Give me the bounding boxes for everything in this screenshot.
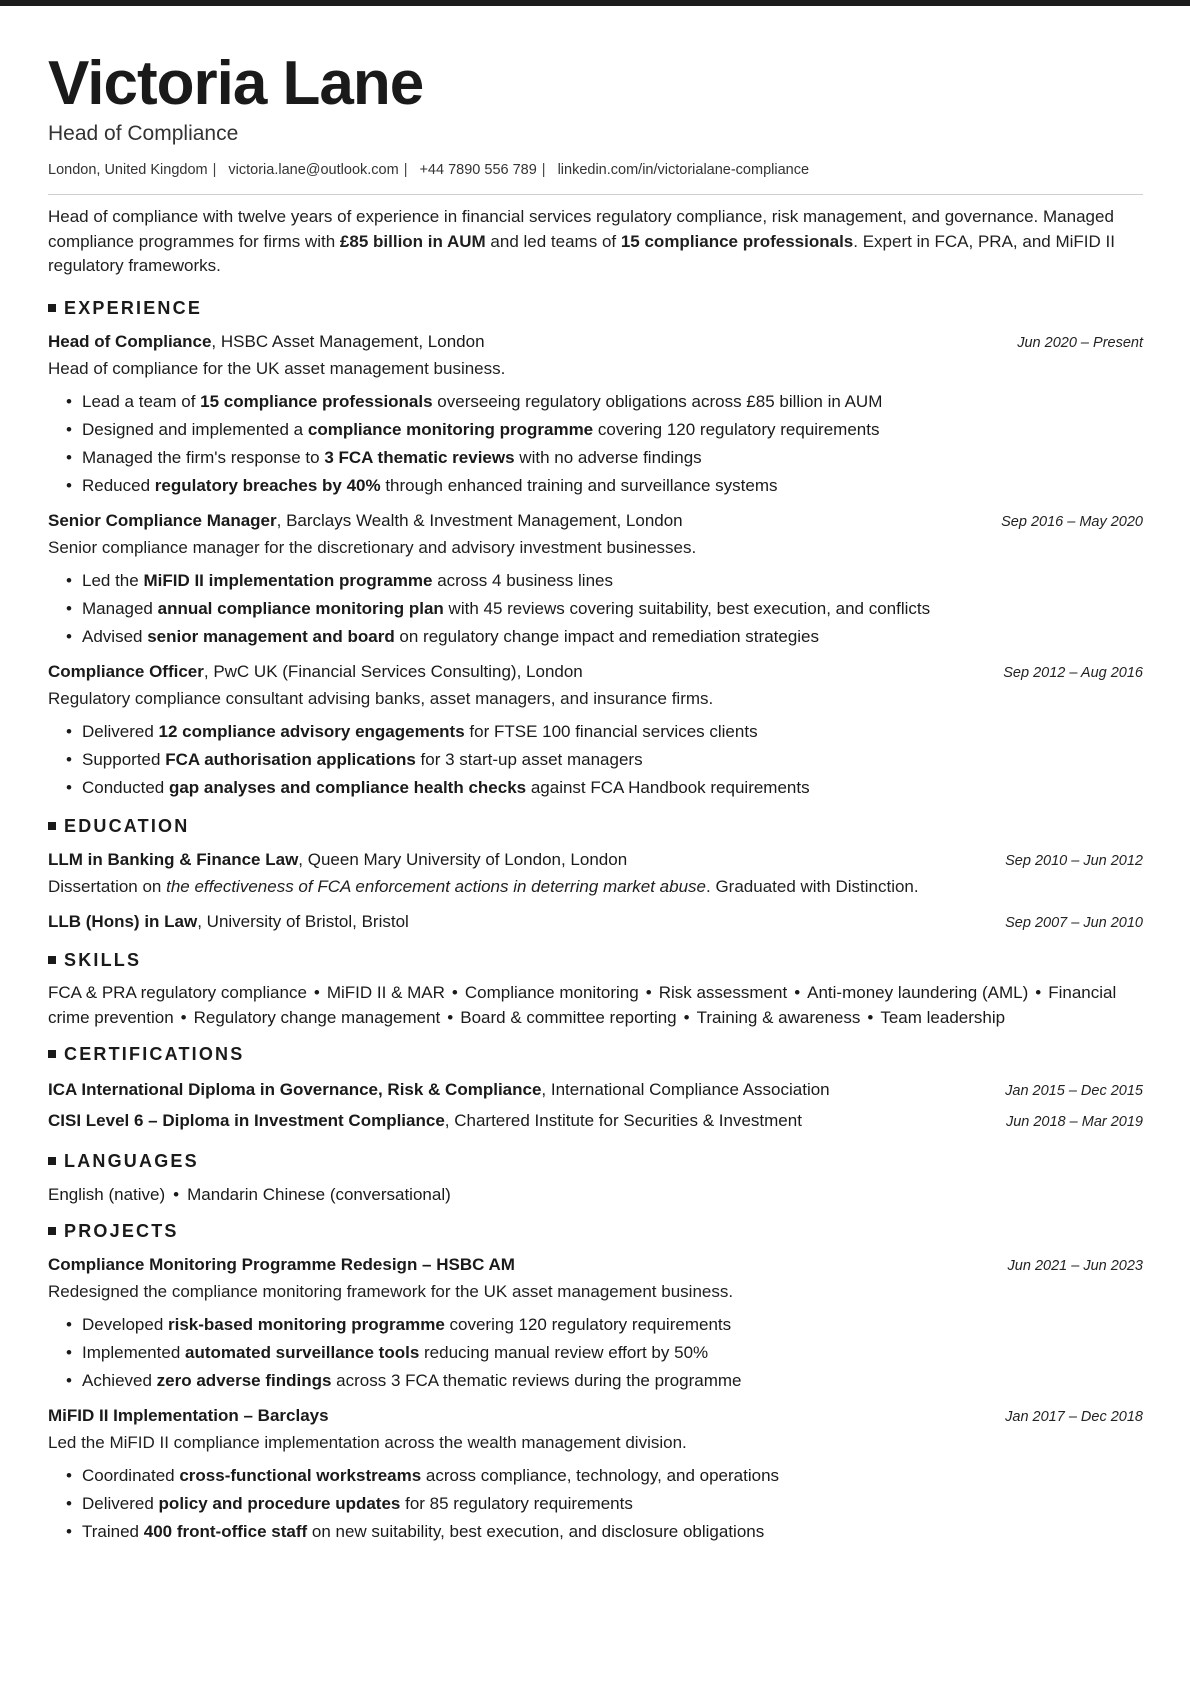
- project-entry: [48, 1252, 1143, 1395]
- bullet-highlight: cross-functional workstreams: [179, 1466, 422, 1485]
- contact-separator: |: [403, 162, 408, 178]
- bullet-dot-icon: •: [313, 983, 320, 1002]
- degree-name: LLM in Banking & Finance Law: [48, 850, 299, 869]
- bullet-highlight: 3 FCA thematic reviews: [324, 448, 515, 467]
- summary-highlight: 15 compliance professionals: [620, 231, 854, 251]
- entry-description: Head of compliance for the UK asset management business.: [48, 359, 506, 378]
- bullet-text: across 3 FCA thematic reviews during the programme: [331, 1371, 742, 1390]
- certification-issuer: , International Compliance Association: [541, 1080, 830, 1099]
- contact-separator: |: [212, 162, 217, 178]
- job-list: [48, 329, 1143, 802]
- certification-entry: [48, 1106, 1143, 1137]
- entry-header: [48, 909, 1143, 936]
- square-bullet-icon: [48, 1227, 56, 1235]
- project-list: [48, 1252, 1143, 1546]
- bullet-text: Achieved: [82, 1371, 157, 1390]
- bullet-text: Developed: [82, 1315, 169, 1334]
- contact-line: [48, 159, 809, 181]
- entry-description: [48, 874, 1143, 899]
- entry-title: [48, 1075, 830, 1105]
- bullet-highlight: 12 compliance advisory engagements: [158, 722, 465, 741]
- skills-section: [48, 948, 1143, 1030]
- bullet-item: [48, 1490, 1143, 1518]
- bullet-list: [48, 567, 1143, 651]
- contact-phone[interactable]: +44 7890 556 789: [419, 162, 537, 178]
- entry-header: [48, 329, 1143, 356]
- skill-item: MiFID II & MAR: [326, 983, 445, 1002]
- certifications-section: [48, 1042, 1143, 1137]
- bullet-dot-icon: •: [683, 1007, 690, 1027]
- bullet-text: Reduced: [82, 476, 155, 495]
- bullet-highlight: 400 front-office staff: [143, 1522, 308, 1541]
- bullet-text: Managed: [82, 599, 158, 618]
- section-heading-label: EXPERIENCE: [64, 298, 203, 318]
- section-heading: [48, 1042, 1143, 1066]
- section-heading-label: LANGUAGES: [64, 1151, 199, 1171]
- bullet-text: on regulatory change impact and remediation strategies: [394, 627, 820, 646]
- summary: [48, 205, 1148, 279]
- bullet-text: on new suitability, best execution, and disclosure obligations: [307, 1522, 765, 1541]
- bullet-dot-icon: •: [180, 1007, 187, 1027]
- degree-name: LLB (Hons) in Law: [48, 912, 198, 931]
- entry-header: [48, 1403, 1143, 1430]
- bullet-highlight: senior management and board: [147, 627, 395, 646]
- bullet-highlight: risk-based monitoring programme: [168, 1315, 445, 1334]
- contact-separator: |: [541, 162, 546, 178]
- bullet-item: [48, 746, 1143, 774]
- skill-item: Regulatory change management: [193, 1007, 441, 1027]
- bullet-item: [48, 1339, 1143, 1367]
- project-name: MiFID II Implementation – Barclays: [48, 1406, 329, 1425]
- contact-linkedin[interactable]: linkedin.com/in/victorialane-compliance: [557, 162, 810, 178]
- section-heading: [48, 948, 1143, 972]
- bullet-text: covering 120 regulatory requirements: [444, 1315, 732, 1334]
- entry-title: [48, 1106, 802, 1136]
- job-entry: [48, 508, 1143, 651]
- bullet-text: Delivered: [82, 722, 159, 741]
- job-role: Compliance Officer: [48, 662, 204, 681]
- bullet-text: for FTSE 100 financial services clients: [464, 722, 758, 741]
- square-bullet-icon: [48, 956, 56, 964]
- bullet-list: [48, 388, 1143, 500]
- skill-item: Training & awareness: [696, 1007, 861, 1027]
- bullet-highlight: MiFID II implementation programme: [143, 571, 433, 590]
- certification-name: ICA International Diploma in Governance, Risk & Compliance: [48, 1080, 542, 1099]
- entry-date: Sep 2012 – Aug 2016: [1003, 665, 1143, 681]
- bullet-text: reducing manual review effort by 50%: [419, 1343, 709, 1362]
- bullet-text: covering 120 regulatory requirements: [593, 420, 880, 439]
- bullet-text: Trained: [82, 1522, 144, 1541]
- bullet-list: [48, 718, 1143, 802]
- contact-location: London, United Kingdom: [48, 162, 208, 178]
- bullet-item: [48, 1518, 1143, 1546]
- summary-text: . Expert in FCA, PRA, and MiFID II regulatory frameworks.: [48, 231, 1115, 275]
- job-entry: [48, 659, 1143, 802]
- skill-item: Financial crime prevention: [48, 983, 1117, 1027]
- entry-date: Sep 2016 – May 2020: [1001, 514, 1143, 530]
- bullet-text: across compliance, technology, and operations: [421, 1466, 780, 1485]
- job-organization: , HSBC Asset Management, London: [211, 332, 485, 351]
- certification-issuer: , Chartered Institute for Securities & Investment: [444, 1111, 802, 1130]
- section-heading-label: EDUCATION: [64, 816, 190, 836]
- bullet-text: with no adverse findings: [514, 448, 702, 467]
- square-bullet-icon: [48, 822, 56, 830]
- section-heading: [48, 1219, 1143, 1243]
- resume-body: [48, 296, 1143, 1558]
- skills-list: [48, 981, 1143, 1030]
- bullet-text: Designed and implemented a: [82, 420, 308, 439]
- job-organization: , Barclays Wealth & Investment Management, London: [276, 511, 683, 530]
- skill-item: Compliance monitoring: [464, 983, 639, 1002]
- entry-description: Senior compliance manager for the discretionary and advisory investment businesses.: [48, 538, 697, 557]
- skill-item: FCA & PRA regulatory compliance: [48, 983, 307, 1002]
- bullet-text: Delivered: [82, 1494, 159, 1513]
- school-name: , University of Bristol, Bristol: [197, 912, 409, 931]
- entry-title: [48, 659, 583, 684]
- bullet-highlight: gap analyses and compliance health checks: [168, 778, 527, 797]
- bullet-highlight: automated surveillance tools: [185, 1343, 420, 1362]
- section-heading: [48, 296, 1143, 320]
- bullet-text: Coordinated: [82, 1466, 180, 1485]
- bullet-item: [48, 472, 1143, 500]
- section-heading: [48, 814, 1143, 838]
- desc-text: . Graduated with Distinction.: [706, 877, 919, 896]
- entry-title: [48, 909, 409, 934]
- bullet-text: Supported: [82, 750, 166, 769]
- header-divider: [48, 194, 1143, 195]
- bullet-dot-icon: •: [447, 1007, 454, 1027]
- education-section: [48, 814, 1143, 936]
- entry-date: Sep 2007 – Jun 2010: [1005, 915, 1143, 931]
- projects-section: [48, 1219, 1143, 1546]
- contact-email[interactable]: victoria.lane@outlook.com: [228, 162, 399, 178]
- entry-title: [48, 847, 627, 872]
- bullet-text: Managed the firm's response to: [82, 448, 325, 467]
- bullet-list: [48, 1462, 1143, 1546]
- bullet-text: with 45 reviews covering suitability, best execution, and conflicts: [443, 599, 931, 618]
- bullet-text: Advised: [82, 627, 148, 646]
- bullet-highlight: 15 compliance professionals: [200, 392, 433, 411]
- education-entry: [48, 847, 1143, 899]
- bullet-text: Led the: [82, 571, 144, 590]
- candidate-title: Head of Compliance: [48, 122, 239, 145]
- section-heading: [48, 1149, 1143, 1173]
- entry-title: [48, 508, 683, 533]
- bullet-highlight: regulatory breaches by 40%: [154, 476, 381, 495]
- bullet-text: overseeing regulatory obligations across £85 billion in AUM: [432, 392, 883, 411]
- bullet-dot-icon: •: [794, 983, 801, 1002]
- certification-entry: [48, 1075, 1143, 1106]
- language-item: English (native): [48, 1185, 166, 1204]
- square-bullet-icon: [48, 1050, 56, 1058]
- entry-description: Redesigned the compliance monitoring framework for the UK asset management business.: [48, 1282, 734, 1301]
- bullet-item: [48, 444, 1143, 472]
- summary-text: Head of compliance with twelve years of experience in financial services regulatory compliance, risk management, and governance. Managed compliance programmes for firms with: [48, 207, 1114, 251]
- bullet-highlight: annual compliance monitoring plan: [157, 599, 444, 618]
- bullet-text: Lead a team of: [82, 392, 201, 411]
- bullet-item: [48, 595, 1143, 623]
- entry-header: [48, 1252, 1143, 1279]
- entry-date: Jan 2017 – Dec 2018: [1005, 1409, 1143, 1425]
- bullet-item: [48, 1462, 1143, 1490]
- languages-section: [48, 1149, 1143, 1207]
- bullet-text: for 85 regulatory requirements: [400, 1494, 633, 1513]
- bullet-item: [48, 623, 1143, 651]
- project-entry: [48, 1403, 1143, 1546]
- square-bullet-icon: [48, 1157, 56, 1165]
- entry-date: Jun 2020 – Present: [1017, 335, 1143, 351]
- section-heading-label: PROJECTS: [64, 1221, 179, 1241]
- bullet-dot-icon: •: [173, 1185, 180, 1204]
- entry-date: Jun 2018 – Mar 2019: [1005, 1114, 1143, 1130]
- entry-date: Jan 2015 – Dec 2015: [1005, 1083, 1143, 1099]
- languages-list: [48, 1182, 1143, 1207]
- bullet-text: through enhanced training and surveillance systems: [380, 476, 778, 495]
- summary-text: and led teams of: [485, 231, 621, 251]
- language-item: Mandarin Chinese (conversational): [187, 1185, 451, 1204]
- project-name: Compliance Monitoring Programme Redesign – HSBC AM: [48, 1255, 515, 1274]
- job-role: Senior Compliance Manager: [48, 511, 277, 530]
- bullet-item: [48, 416, 1143, 444]
- bullet-dot-icon: •: [1035, 983, 1042, 1002]
- entry-date: Jun 2021 – Jun 2023: [1007, 1258, 1143, 1274]
- bullet-text: across 4 business lines: [432, 571, 613, 590]
- section-heading-label: SKILLS: [64, 950, 142, 970]
- bullet-dot-icon: •: [867, 1007, 874, 1027]
- bullet-text: for 3 start-up asset managers: [415, 750, 643, 769]
- bullet-dot-icon: •: [645, 983, 652, 1002]
- bullet-list: [48, 1311, 1143, 1395]
- school-name: , Queen Mary University of London, London: [298, 850, 628, 869]
- certification-name: CISI Level 6 – Diploma in Investment Compliance: [48, 1111, 445, 1130]
- skill-item: Team leadership: [880, 1007, 1006, 1027]
- skill-item: Anti-money laundering (AML): [807, 983, 1029, 1002]
- skill-item: Risk assessment: [658, 983, 788, 1002]
- bullet-highlight: zero adverse findings: [156, 1371, 332, 1390]
- square-bullet-icon: [48, 304, 56, 312]
- entry-title: [48, 329, 485, 354]
- bullet-item: [48, 718, 1143, 746]
- skill-item: Board & committee reporting: [460, 1007, 677, 1027]
- job-entry: [48, 329, 1143, 500]
- bullet-dot-icon: •: [451, 983, 458, 1002]
- bullet-text: Implemented: [82, 1343, 185, 1362]
- entry-header: [48, 508, 1143, 535]
- dissertation-title: the effectiveness of FCA enforcement actions in deterring market abuse: [166, 877, 706, 896]
- bullet-text: against FCA Handbook requirements: [526, 778, 810, 797]
- bullet-highlight: FCA authorisation applications: [165, 750, 416, 769]
- section-heading-label: CERTIFICATIONS: [64, 1044, 245, 1064]
- bullet-item: [48, 1311, 1143, 1339]
- entry-description: Regulatory compliance consultant advising banks, asset managers, and insurance firms.: [48, 689, 714, 708]
- candidate-name: Victoria Lane: [48, 49, 424, 118]
- desc-text: Dissertation on: [48, 877, 167, 896]
- summary-highlight: £85 billion in AUM: [339, 231, 486, 251]
- bullet-item: [48, 1367, 1143, 1395]
- entry-date: Sep 2010 – Jun 2012: [1005, 853, 1143, 869]
- entry-description: Led the MiFID II compliance implementation across the wealth management division.: [48, 1433, 687, 1452]
- bullet-item: [48, 388, 1143, 416]
- job-role: Head of Compliance: [48, 332, 212, 351]
- experience-section: [48, 296, 1143, 802]
- bullet-item: [48, 774, 1143, 802]
- bullet-item: [48, 567, 1143, 595]
- entry-header: [48, 659, 1143, 686]
- job-organization: , PwC UK (Financial Services Consulting), London: [203, 662, 583, 681]
- entry-header: [48, 847, 1143, 874]
- bullet-highlight: compliance monitoring programme: [307, 420, 594, 439]
- bullet-highlight: policy and procedure updates: [158, 1494, 401, 1513]
- bullet-text: Conducted: [82, 778, 169, 797]
- top-bar: [0, 0, 1190, 6]
- education-entry: [48, 909, 1143, 936]
